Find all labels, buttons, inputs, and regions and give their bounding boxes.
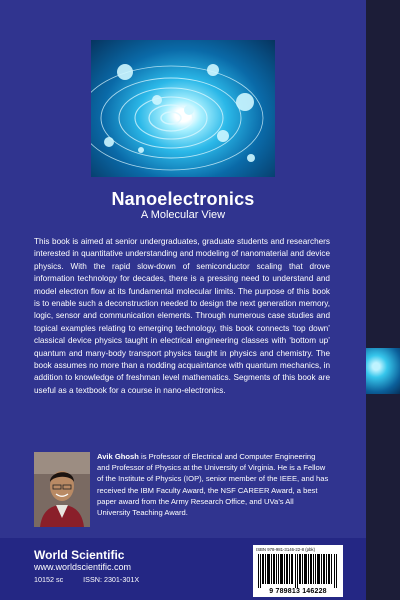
book-subtitle: A Molecular View [140,209,226,221]
barcode-number: 9 789813 146228 [269,588,327,595]
book-spine [366,0,400,600]
publisher-website: www.worldscientific.com [34,562,132,572]
book-title: Nanoelectronics [111,189,255,209]
author-name: Avik Ghosh [97,452,139,461]
publisher-name: World Scientific [34,548,125,562]
barcode-graphic [258,554,338,588]
catalog-codes [34,575,139,584]
catalog-code: 10152 sc [34,575,64,584]
book-description: This book is aimed at senior undergraduates, graduate students and researchers interested in quantitative understanding and modeling of nanomaterial and device physics. With the rapid slow-down of semiconductor scaling that drove information technology for decades, there is a pressing need to understand and model electron flow at its fundamental molecular limits. The purpose of this book is to enable such a deconstruction needed to design the next generation memory, logic, sensor and communication elements. Through numerous case studies and topical examples relating to emerging technology, this book connects ‘top down’ classical device physics taught in electrical engineering classes with ‘bottom up’ quantum and many-body transport physics taught in physics and chemistry. The book assumes no more than a nodding acquaintance with quantum mechanics, in addition to knowledge of freshman level mathematics. Segments of this book are useful as a textbook for a course in nano-electronics. [34,237,330,395]
nano-wave-graphic [91,40,275,177]
author-bio [97,451,329,518]
spine-image [366,348,400,394]
issn: ISSN: 2301-301X [83,575,140,584]
author-photo [34,452,90,527]
author-bio-text: is Professor of Electrical and Computer Engineering and Professor of Physics at the University of Virginia. He is a Fellow of the Institute of Physics (IOP), senior member of the IEEE, and has received the IBM Faculty Award, the NSF CAREER Award, a best paper award from the Army Research Office, and UVa’s All University Teaching Award. [97,452,329,518]
barcode-isbn: ISBN 978-981-3146-22-8 (pbk) [256,547,315,552]
cover-illustration [91,40,275,177]
